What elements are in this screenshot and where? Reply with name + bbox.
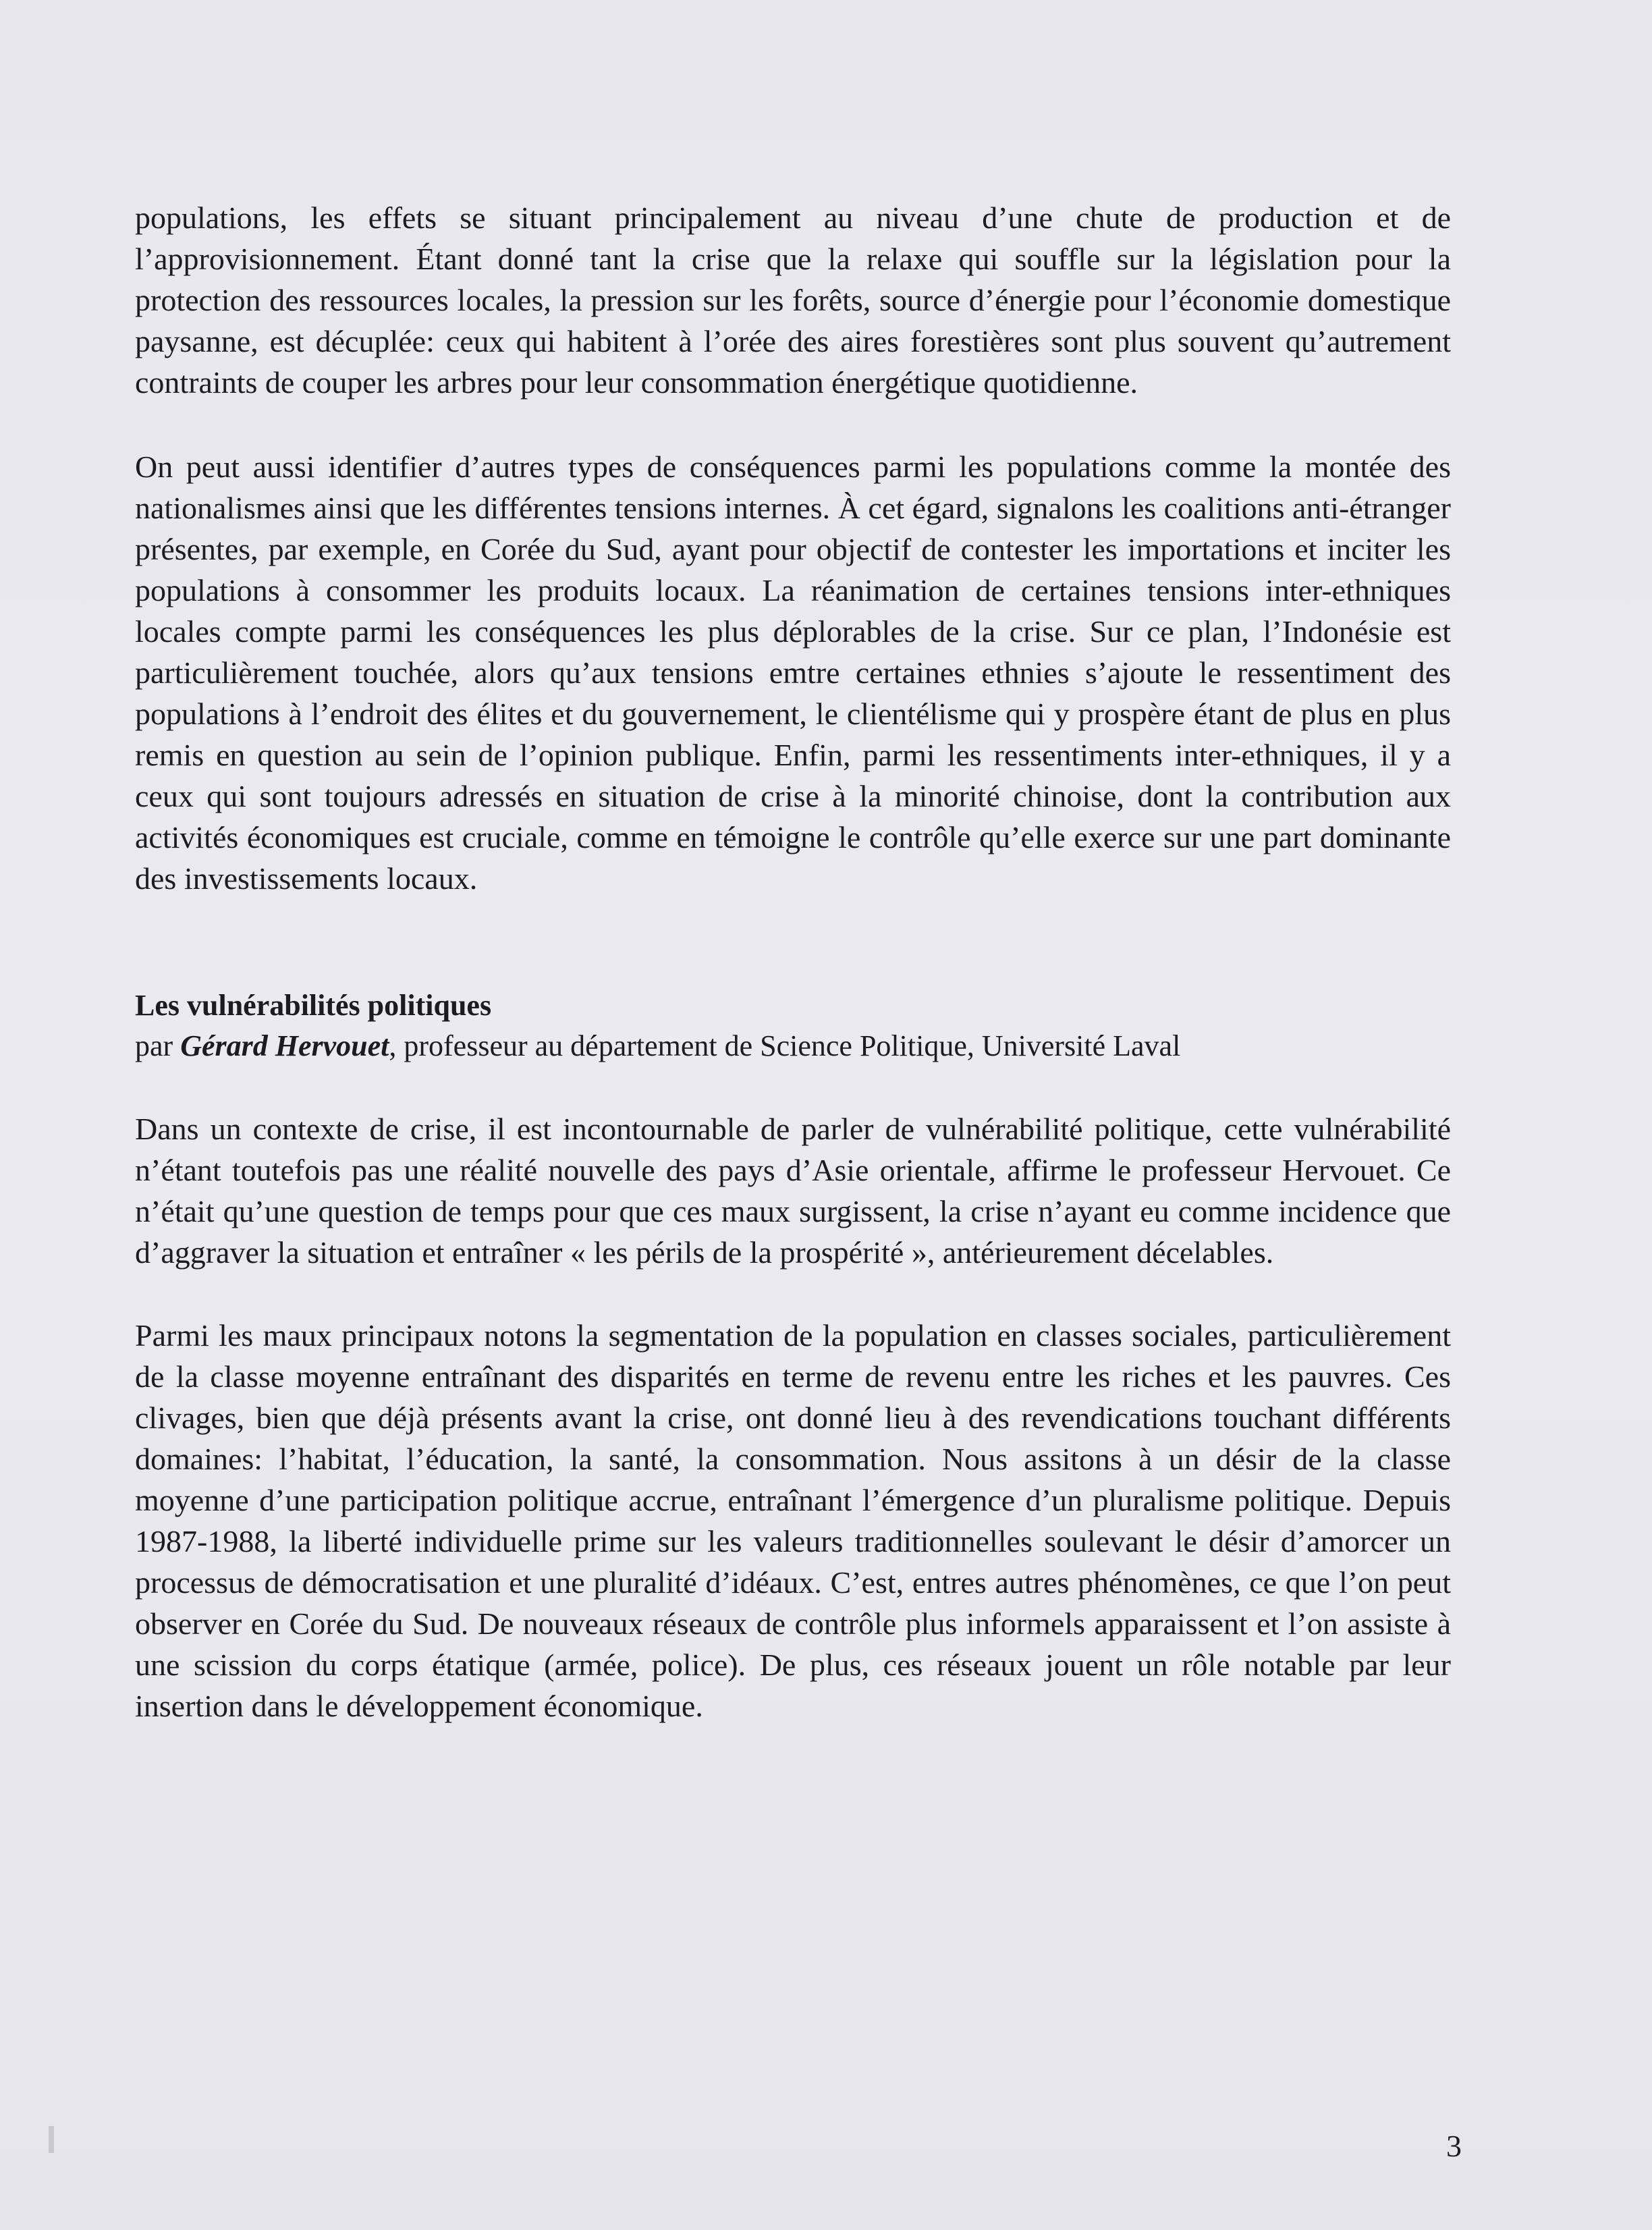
section-heading: Les vulnérabilités politiques bbox=[135, 989, 492, 1022]
margin-mark bbox=[49, 2126, 54, 2153]
body-paragraph-1: populations, les effets se situant principalement au niveau d’une chute de production et de l’approvisionnement. Étant donné tant la crise que la relaxe qui souffle sur la législation pour la protection des ressources locales, la pression sur les forêts, source d’énergie pour l’économie domestique paysanne, est décuplée: ceux qui habitent à l’orée des aires forestières sont plus souvent qu’autrement contraints de couper les arbres pour leur consommation énergétique quotidienne. bbox=[135, 200, 1451, 400]
byline-prefix: par bbox=[135, 1029, 181, 1062]
section-paragraph-1: Dans un contexte de crise, il est incontournable de parler de vulnérabilité politique, cette vulnérabilité n’étant toutefois pas une réalité nouvelle des pays d’Asie orientale, affirme le professeur Hervouet. Ce n’était qu’une question de temps pour que ces maux surgissent, la crise n’ayant eu comme incidence que d’aggraver la situation et entraîner « les périls de la prospérité », antérieurement décelables. bbox=[135, 1112, 1451, 1270]
page-number: 3 bbox=[1446, 2129, 1462, 2163]
byline-author: Gérard Hervouet bbox=[180, 1029, 389, 1062]
page-content bbox=[135, 197, 1451, 1726]
body-paragraph-2: On peut aussi identifier d’autres types de conséquences parmi les populations comme la montée des nationalismes ainsi que les différentes tensions internes. À cet égard, signalons les coalitions anti-étranger présentes, par exemple, en Corée du Sud, ayant pour objectif de contester les importations et inciter les populations à consommer les produits locaux. La réanimation de certaines tensions inter-ethniques locales compte parmi les conséquences les plus déplorables de la crise. Sur ce plan, l’Indonésie est particulièrement touchée, alors qu’aux tensions emtre certaines ethnies s’ajoute le ressentiment des populations à l’endroit des élites et du gouvernement, le clientélisme qui y prospère étant de plus en plus remis en question au sein de l’opinion publique. Enfin, parmi les ressentiments inter-ethniques, il y a ceux qui sont toujours adressés en situation de crise à la minorité chinoise, dont la contribution aux activités économiques est cruciale, comme en témoigne le contrôle qu’elle exerce sur une part dominante des investissements locaux. bbox=[135, 450, 1451, 896]
byline-affiliation: , professeur au département de Science Politique, Université Laval bbox=[389, 1029, 1181, 1062]
section-paragraph-2: Parmi les maux principaux notons la segmentation de la population en classes sociales, particulièrement de la classe moyenne entraînant des disparités en terme de revenu entre les riches et les pauvres. Ces clivages, bien que déjà présents avant la crise, ont donné lieu à des revendications touchant différents domaines: l’habitat, l’éducation, la santé, la consommation. Nous assitons à un désir de la classe moyenne d’une participation politique accrue, entraînant l’émergence d’un pluralisme politique. Depuis 1987-1988, la liberté individuelle prime sur les valeurs traditionnelles soulevant le désir d’amorcer un processus de démocratisation et une pluralité d’idéaux. C’est, entres autres phénomènes, ce que l’on peut observer en Corée du Sud. De nouveaux réseaux de contrôle plus informels apparaissent et l’on assiste à une scission du corps étatique (armée, police). De plus, ces réseaux jouent un rôle notable par leur insertion dans le développement économique. bbox=[135, 1318, 1451, 1723]
section-byline bbox=[135, 1026, 1451, 1066]
